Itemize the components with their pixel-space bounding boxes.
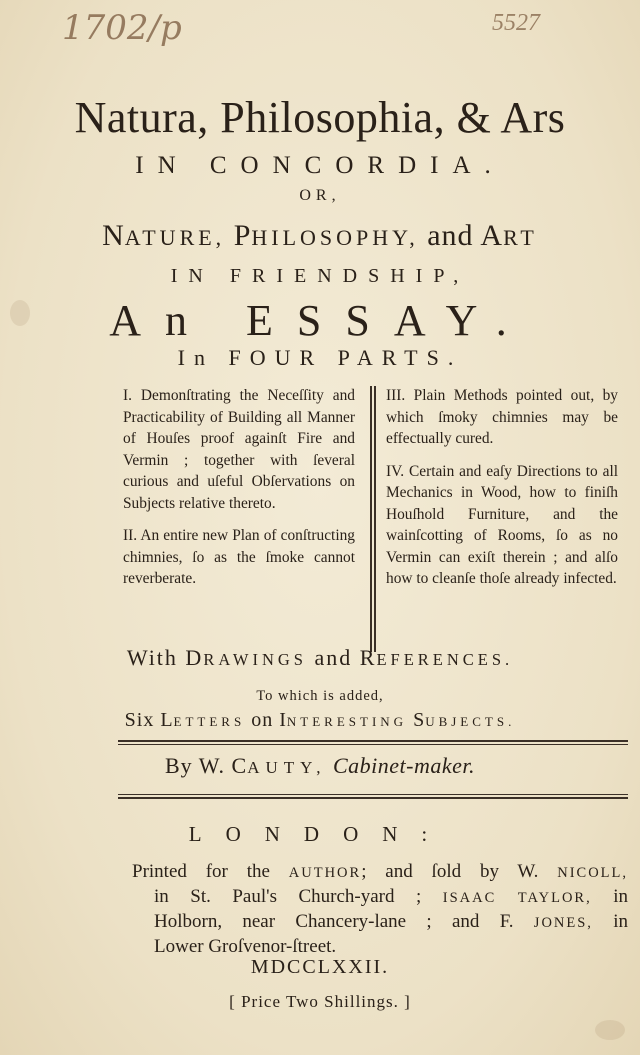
english-title-letter: N xyxy=(102,219,125,252)
or-connector: OR, xyxy=(299,187,341,204)
imprint-bookseller: ISAAC xyxy=(442,890,497,906)
double-rule xyxy=(118,740,628,742)
column-divider xyxy=(374,386,376,652)
imprint-bookseller: NICOLL, xyxy=(557,865,629,881)
drawings-with: With xyxy=(126,645,178,670)
imprint-author: AUTHOR xyxy=(288,865,362,881)
part-two: II. An entire new Plan of conſtructing chimnies, ſo as the ſmoke cannot reverberate. xyxy=(123,527,355,587)
letters-word: ETTERS xyxy=(173,714,246,729)
english-title-letter: A xyxy=(480,219,504,252)
drawings-and: and xyxy=(314,645,353,670)
english-title-word: RT xyxy=(503,225,538,250)
interesting-initial: I xyxy=(279,709,287,731)
part-four: IV. Certain and eaſy Directions to all Mechanics in Wood, how to finiſh Houſhold Furniture, and the wainſcotting of Rooms, ſo as no Vermin can exiſt therein ; and alſo how to cleanſe thoſe already infected. xyxy=(386,462,618,587)
english-title xyxy=(0,219,640,253)
essay-heading: An ESSAY. xyxy=(109,296,531,345)
english-title-word: ATURE, xyxy=(124,225,226,250)
imprint-text: Printed for the xyxy=(132,861,270,882)
subjects-initial: S xyxy=(413,709,426,731)
to-which-added: To which is added, xyxy=(256,688,384,704)
imprint-text: in xyxy=(613,911,629,932)
author-by: By W. xyxy=(164,753,226,778)
parts-left-column xyxy=(123,385,355,590)
manuscript-number: 5527 xyxy=(492,10,540,36)
manuscript-shelfmark: 1702/p xyxy=(62,8,182,48)
references-word: EFERENCES. xyxy=(376,650,514,669)
six-letters-line xyxy=(0,709,640,732)
imprint-line xyxy=(132,910,628,935)
imprint-text: ; and ſold by W. xyxy=(361,861,539,882)
part-one: I. Demonſtrating the Neceſſity and Practicability of Building all Manner of Houſes proof againſt Fire and Vermin ; together with ſeveral curious and uſeful Obſervations on Subjects relative thereto. xyxy=(123,387,355,512)
latin-title: Natura, Philosophia, & Ars xyxy=(74,93,566,142)
imprint-block xyxy=(132,860,628,959)
imprint-bookseller: JONES, xyxy=(533,915,593,931)
price-line: [ Price Two Shillings. ] xyxy=(229,992,411,1011)
in-concordia: IN CONCORDIA. xyxy=(135,152,505,179)
imprint-text: in xyxy=(613,886,628,907)
foxing-spot xyxy=(595,1020,625,1040)
imprint-place: LONDON: xyxy=(188,822,452,846)
in-friendship: IN FRIENDSHIP, xyxy=(170,265,470,287)
imprint-text: in St. Paul's Church-yard ; xyxy=(154,886,422,907)
interesting-word: NTERESTING xyxy=(286,714,408,729)
publication-date: MDCCLXXII. xyxy=(250,956,390,978)
english-title-letter: P xyxy=(233,219,252,252)
author-line xyxy=(0,753,640,779)
six-word: Six xyxy=(124,709,155,731)
column-divider xyxy=(370,386,372,652)
english-title-word: HILOSOPHY, xyxy=(251,225,419,250)
letters-initial: L xyxy=(160,709,174,731)
in-four-parts: In FOUR PARTS. xyxy=(177,345,463,370)
imprint-line xyxy=(132,885,628,910)
author-initial: C xyxy=(231,753,248,778)
drawings-line xyxy=(0,645,640,671)
imprint-text: Holborn, near Chancery-lane ; and F. xyxy=(154,911,514,932)
part-three: III. Plain Methods pointed out, by which ſmoky chimnies may be effectually cured. xyxy=(386,387,618,447)
references-initial: R xyxy=(359,645,377,670)
imprint-text: Lower Groſvenor-ſtreet. xyxy=(154,936,337,957)
english-title-and: and xyxy=(427,219,474,252)
subjects-word: UBJECTS. xyxy=(425,714,516,729)
on-word: on xyxy=(251,709,274,731)
imprint-line xyxy=(132,860,628,885)
double-rule xyxy=(118,797,628,799)
drawings-word: RAWINGS xyxy=(203,650,307,669)
drawings-initial: D xyxy=(185,645,204,670)
parts-right-column xyxy=(386,385,618,590)
double-rule xyxy=(118,744,628,745)
author-profession: Cabinet-maker. xyxy=(332,753,476,778)
author-surname: AUTY, xyxy=(247,758,327,777)
double-rule xyxy=(118,794,628,795)
imprint-bookseller: TAYLOR, xyxy=(517,890,592,906)
